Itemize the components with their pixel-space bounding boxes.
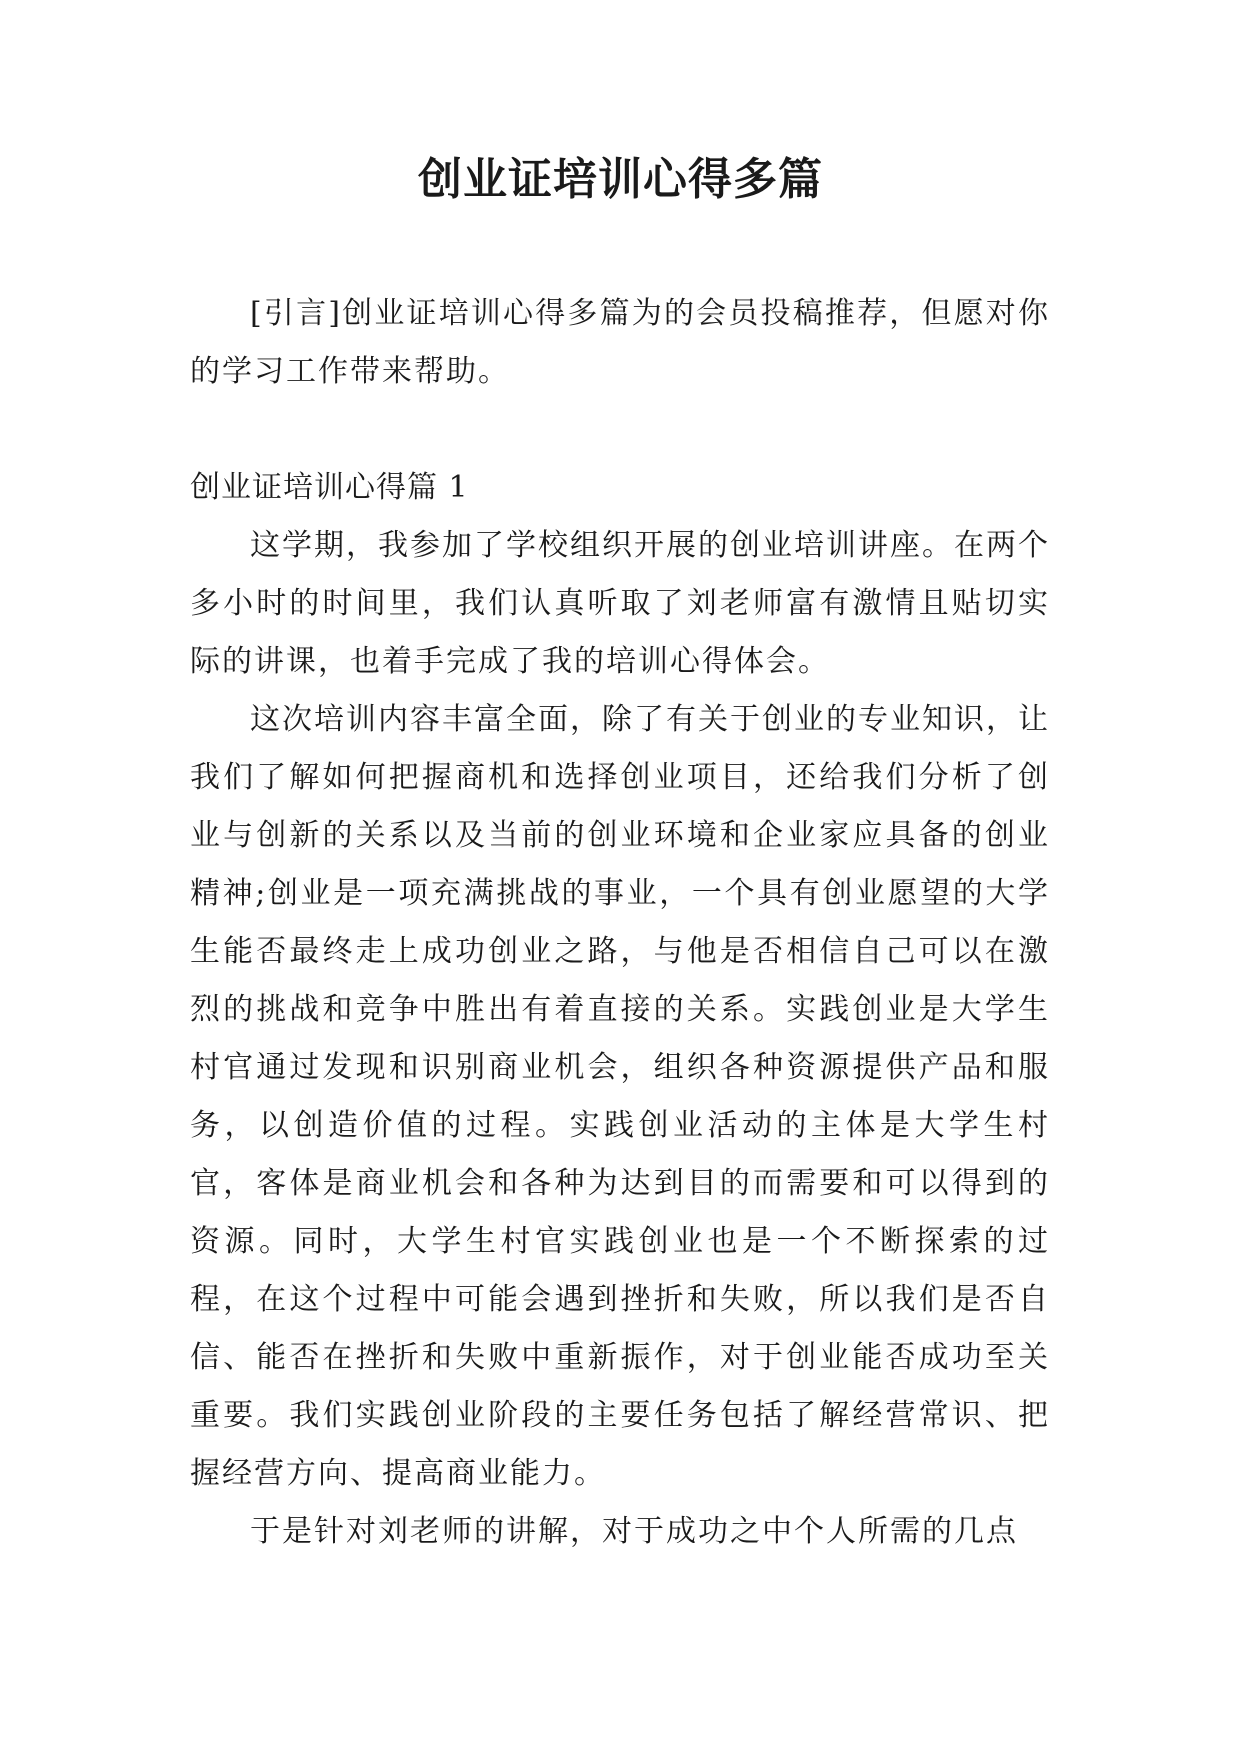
section-heading: 创业证培训心得篇 1 — [190, 470, 469, 505]
document-body — [190, 285, 1050, 1561]
document-title: 创业证培训心得多篇 — [418, 154, 823, 205]
body-paragraph: 于是针对刘老师的讲解，对于成功之中个人所需的几点 — [250, 1514, 1018, 1549]
body-paragraph: 这学期，我参加了学校组织开展的创业培训讲座。在两个多小时的时间里，我们认真听取了刘老师富有激情且贴切实际的讲课，也着手完成了我的培训心得体会。 — [190, 528, 1050, 679]
body-paragraph: 这次培训内容丰富全面，除了有关于创业的专业知识，让我们了解如何把握商机和选择创业项目，还给我们分析了创业与创新的关系以及当前的创业环境和企业家应具备的创业精神;创业是一项充满挑战的事业，一个具有创业愿望的大学生能否最终走上成功创业之路，与他是否相信自己可以在激烈的挑战和竞争中胜出有着直接的关系。实践创业是大学生村官通过发现和识别商业机会，组织各种资源提供产品和服务，以创造价值的过程。实践创业活动的主体是大学生村官，客体是商业机会和各种为达到目的而需要和可以得到的资源。同时，大学生村官实践创业也是一个不断探索的过程，在这个过程中可能会遇到挫折和失败，所以我们是否自信、能否在挫折和失败中重新振作，对于创业能否成功至关重要。我们实践创业阶段的主要任务包括了解经营常识、把握经营方向、提高商业能力。 — [190, 702, 1050, 1491]
intro-paragraph: [引言]创业证培训心得多篇为的会员投稿推荐，但愿对你的学习工作带来帮助。 — [190, 296, 1050, 389]
